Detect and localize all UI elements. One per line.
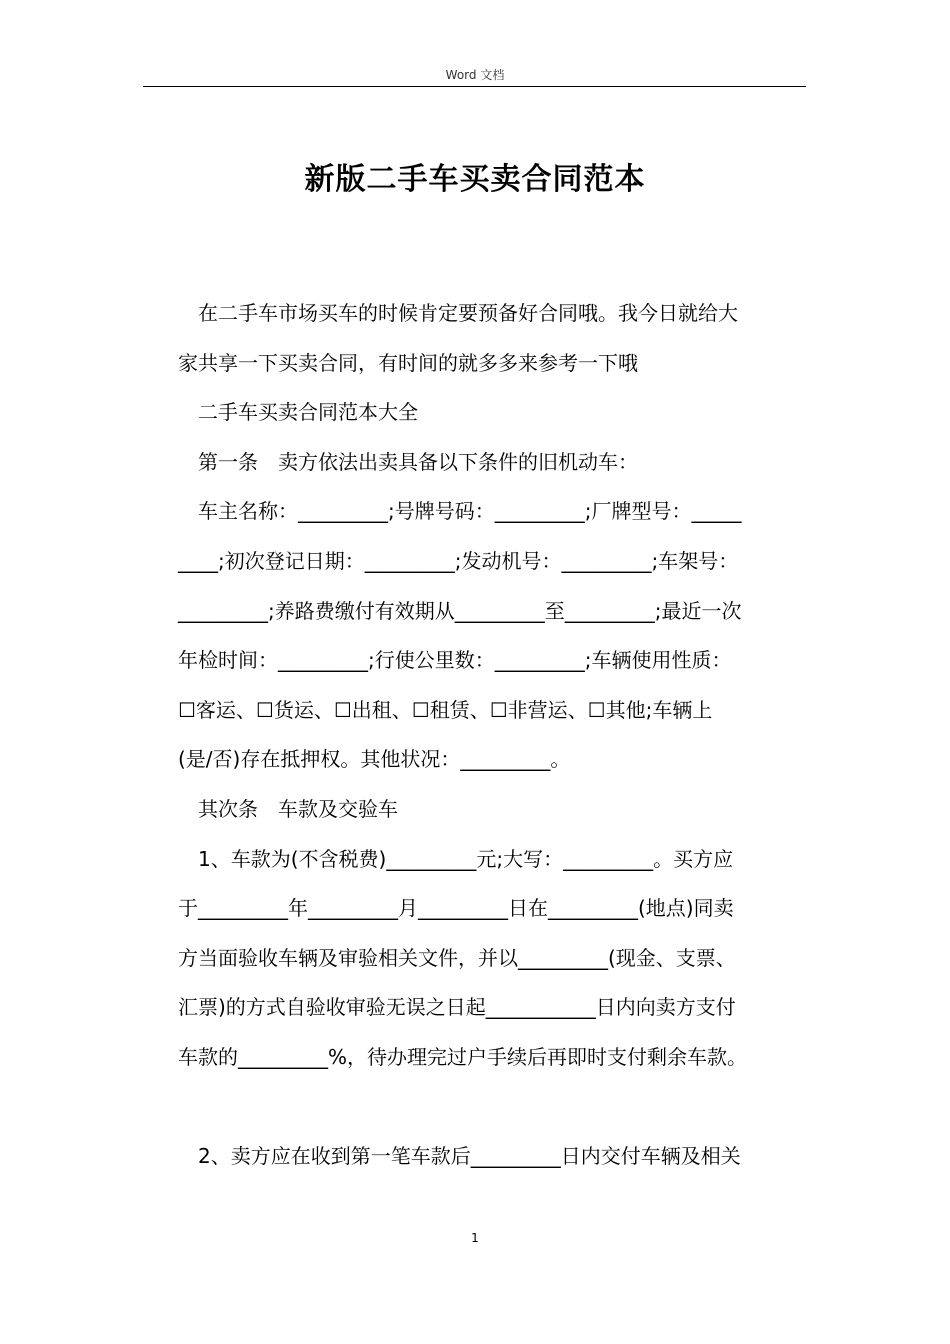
- paragraph-line: 汇票)的方式自验收审验无误之日起___________日内向卖方支付: [178, 995, 736, 1020]
- header-divider: [143, 86, 806, 87]
- paragraph-line: ☐客运、☐货运、☐出租、☐租赁、☐非营运、☐其他;车辆上: [178, 697, 713, 722]
- paragraph-gap: [178, 1083, 803, 1133]
- page-header-label: Word 文档: [445, 68, 505, 82]
- page-number: 1: [471, 1231, 479, 1245]
- document-body: [178, 289, 803, 1182]
- article-heading: 第一条 卖方依法出卖具备以下条件的旧机动车：: [198, 449, 638, 474]
- paragraph-line: 车主名称：_________;号牌号码：_________;厂牌型号：_____: [198, 499, 742, 524]
- paragraph-line: _________;养路费缴付有效期从_________至_________;最近一次: [178, 598, 742, 623]
- paragraph-line: 方当面验收车辆及审验相关文件，并以_________(现金、支票、: [178, 945, 736, 970]
- paragraph-line: 1、车款为(不含税费)_________元;大写：_________。买方应: [198, 846, 734, 871]
- article-heading: 其次条 车款及交验车: [198, 796, 398, 821]
- paragraph-line: 于_________年_________月_________日在_________(地点)同卖: [178, 896, 734, 921]
- paragraph-line: 年检时间：_________;行使公里数：_________;车辆使用性质：: [178, 648, 732, 673]
- document-title: 新版二手车买卖合同范本: [304, 162, 646, 197]
- paragraph-line: 在二手车市场买车的时候肯定要预备好合同哦。我今日就给大: [198, 301, 738, 325]
- paragraph-line: (是/否)存在抵押权。其他状况：_________。: [178, 747, 571, 772]
- section-heading: 二手车买卖合同范本大全: [198, 400, 418, 425]
- paragraph-line: 家共享一下买卖合同，有时间的就多多来参考一下哦: [178, 350, 638, 375]
- paragraph-line: 2、卖方应在收到第一笔车款后_________日内交付车辆及相关: [198, 1144, 741, 1169]
- paragraph-line: 车款的_________%，待办理完过户手续后再即时支付剩余车款。: [178, 1044, 748, 1069]
- paragraph-line: ____;初次登记日期：_________;发动机号：_________;车架号：: [178, 548, 739, 573]
